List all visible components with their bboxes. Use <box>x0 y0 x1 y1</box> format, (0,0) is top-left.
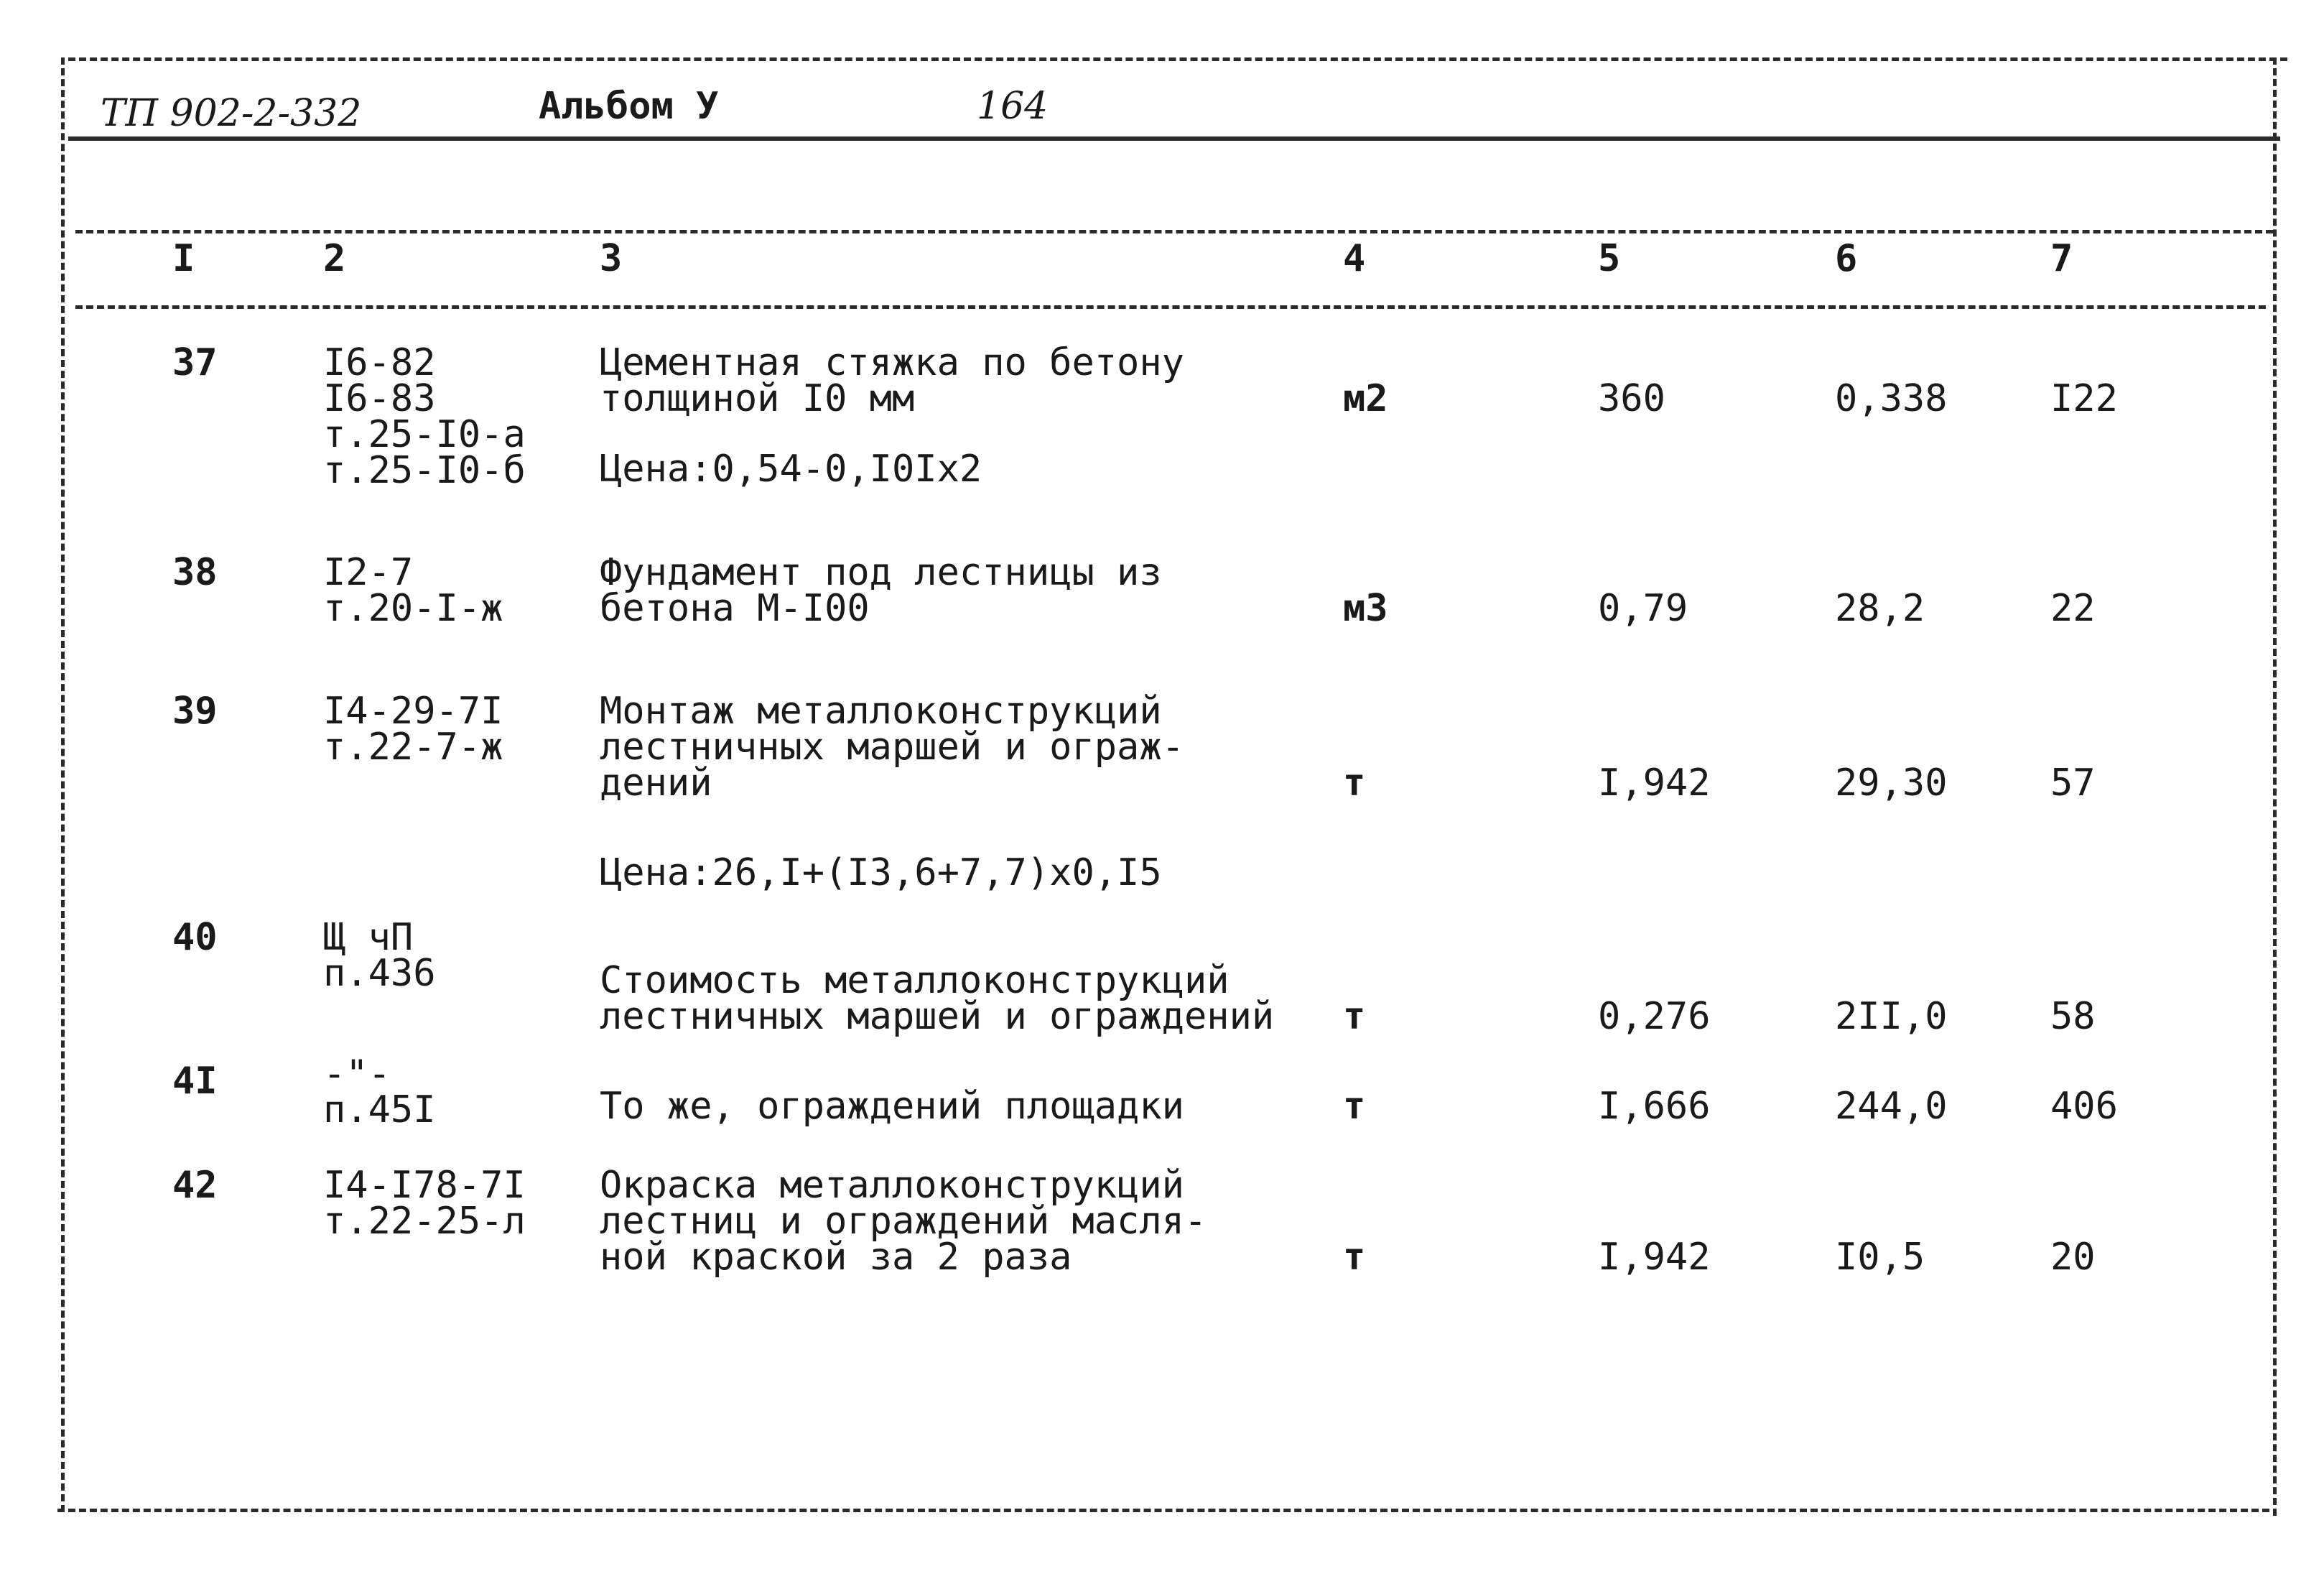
row-code: I2-7 т.20-I-ж <box>323 551 503 630</box>
row-quantity: 0,79 <box>1598 587 1688 630</box>
row-number: 39 <box>172 690 218 733</box>
row-price: I0,5 <box>1835 1236 1925 1279</box>
row-description: Фундамент под лестницы из бетона М-I00 <box>600 551 1162 630</box>
album-label: Альбом У <box>539 85 719 128</box>
frame-header-divider <box>68 136 2280 141</box>
row-quantity: 360 <box>1598 377 1665 420</box>
row-total: 57 <box>2050 761 2096 805</box>
frame-top <box>68 57 2287 61</box>
column-header-2: 2 <box>323 237 346 280</box>
row-total: 406 <box>2050 1085 2118 1128</box>
row-number: 37 <box>172 341 218 384</box>
row-note: Цена:26,I+(I3,6+7,7)х0,I5 <box>600 851 1162 894</box>
row-price: 2II,0 <box>1835 995 1948 1038</box>
row-code: Щ чП п.436 <box>323 916 436 995</box>
row-unit: т <box>1343 1085 1366 1128</box>
row-price: 28,2 <box>1835 587 1925 630</box>
frame-columns-top <box>75 230 2273 233</box>
column-header-6: 6 <box>1835 237 1858 280</box>
frame-columns-bottom <box>75 305 2266 309</box>
row-number: 42 <box>172 1164 218 1207</box>
row-total: 22 <box>2050 587 2096 630</box>
row-price: 29,30 <box>1835 761 1948 805</box>
row-price: 244,0 <box>1835 1085 1948 1128</box>
row-code: I4-29-7I т.22-7-ж <box>323 690 503 769</box>
frame-right <box>2273 57 2277 1516</box>
row-description: То же, ограждений площадки <box>600 1085 1184 1128</box>
column-header-4: 4 <box>1343 237 1366 280</box>
page-number: 164 <box>977 85 1049 128</box>
document-code: ТП 902-2-332 <box>101 92 362 135</box>
column-header-3: 3 <box>600 237 623 280</box>
row-total: 58 <box>2050 995 2096 1038</box>
column-header-1: I <box>172 237 195 280</box>
row-description: Монтаж металлоконструкций лестничных маршей и ограж- дений <box>600 690 1184 805</box>
frame-left <box>61 57 65 1512</box>
row-quantity: I,942 <box>1598 761 1711 805</box>
row-unit: т <box>1343 1236 1366 1279</box>
row-total: I22 <box>2050 377 2118 420</box>
row-quantity: I,666 <box>1598 1085 1711 1128</box>
row-note: Цена:0,54-0,I0Iх2 <box>600 448 982 491</box>
column-header-7: 7 <box>2050 237 2073 280</box>
row-description: Цементная стяжка по бетону толщиной I0 мм <box>600 341 1184 420</box>
row-price: 0,338 <box>1835 377 1948 420</box>
row-number: 4I <box>172 1060 218 1103</box>
row-quantity: 0,276 <box>1598 995 1711 1038</box>
row-unit: м2 <box>1343 377 1388 420</box>
row-unit: т <box>1343 761 1366 805</box>
row-unit: т <box>1343 995 1366 1038</box>
row-quantity: I,942 <box>1598 1236 1711 1279</box>
row-code: I6-82 I6-83 т.25-I0-а т.25-I0-б <box>323 341 526 492</box>
frame-bottom <box>57 1509 2269 1512</box>
row-description: Окраска металлоконструкций лестниц и ограждений масля- ной краской за 2 раза <box>600 1164 1207 1279</box>
row-unit: м3 <box>1343 587 1388 630</box>
row-description: Стоимость металлоконструкций лестничных маршей и ограждений <box>600 959 1275 1038</box>
row-number: 40 <box>172 916 218 959</box>
row-total: 20 <box>2050 1236 2096 1279</box>
row-code: -"- п.45I <box>323 1052 436 1131</box>
row-code: I4-I78-7I т.22-25-л <box>323 1164 526 1243</box>
column-header-5: 5 <box>1598 237 1621 280</box>
row-number: 38 <box>172 551 218 594</box>
